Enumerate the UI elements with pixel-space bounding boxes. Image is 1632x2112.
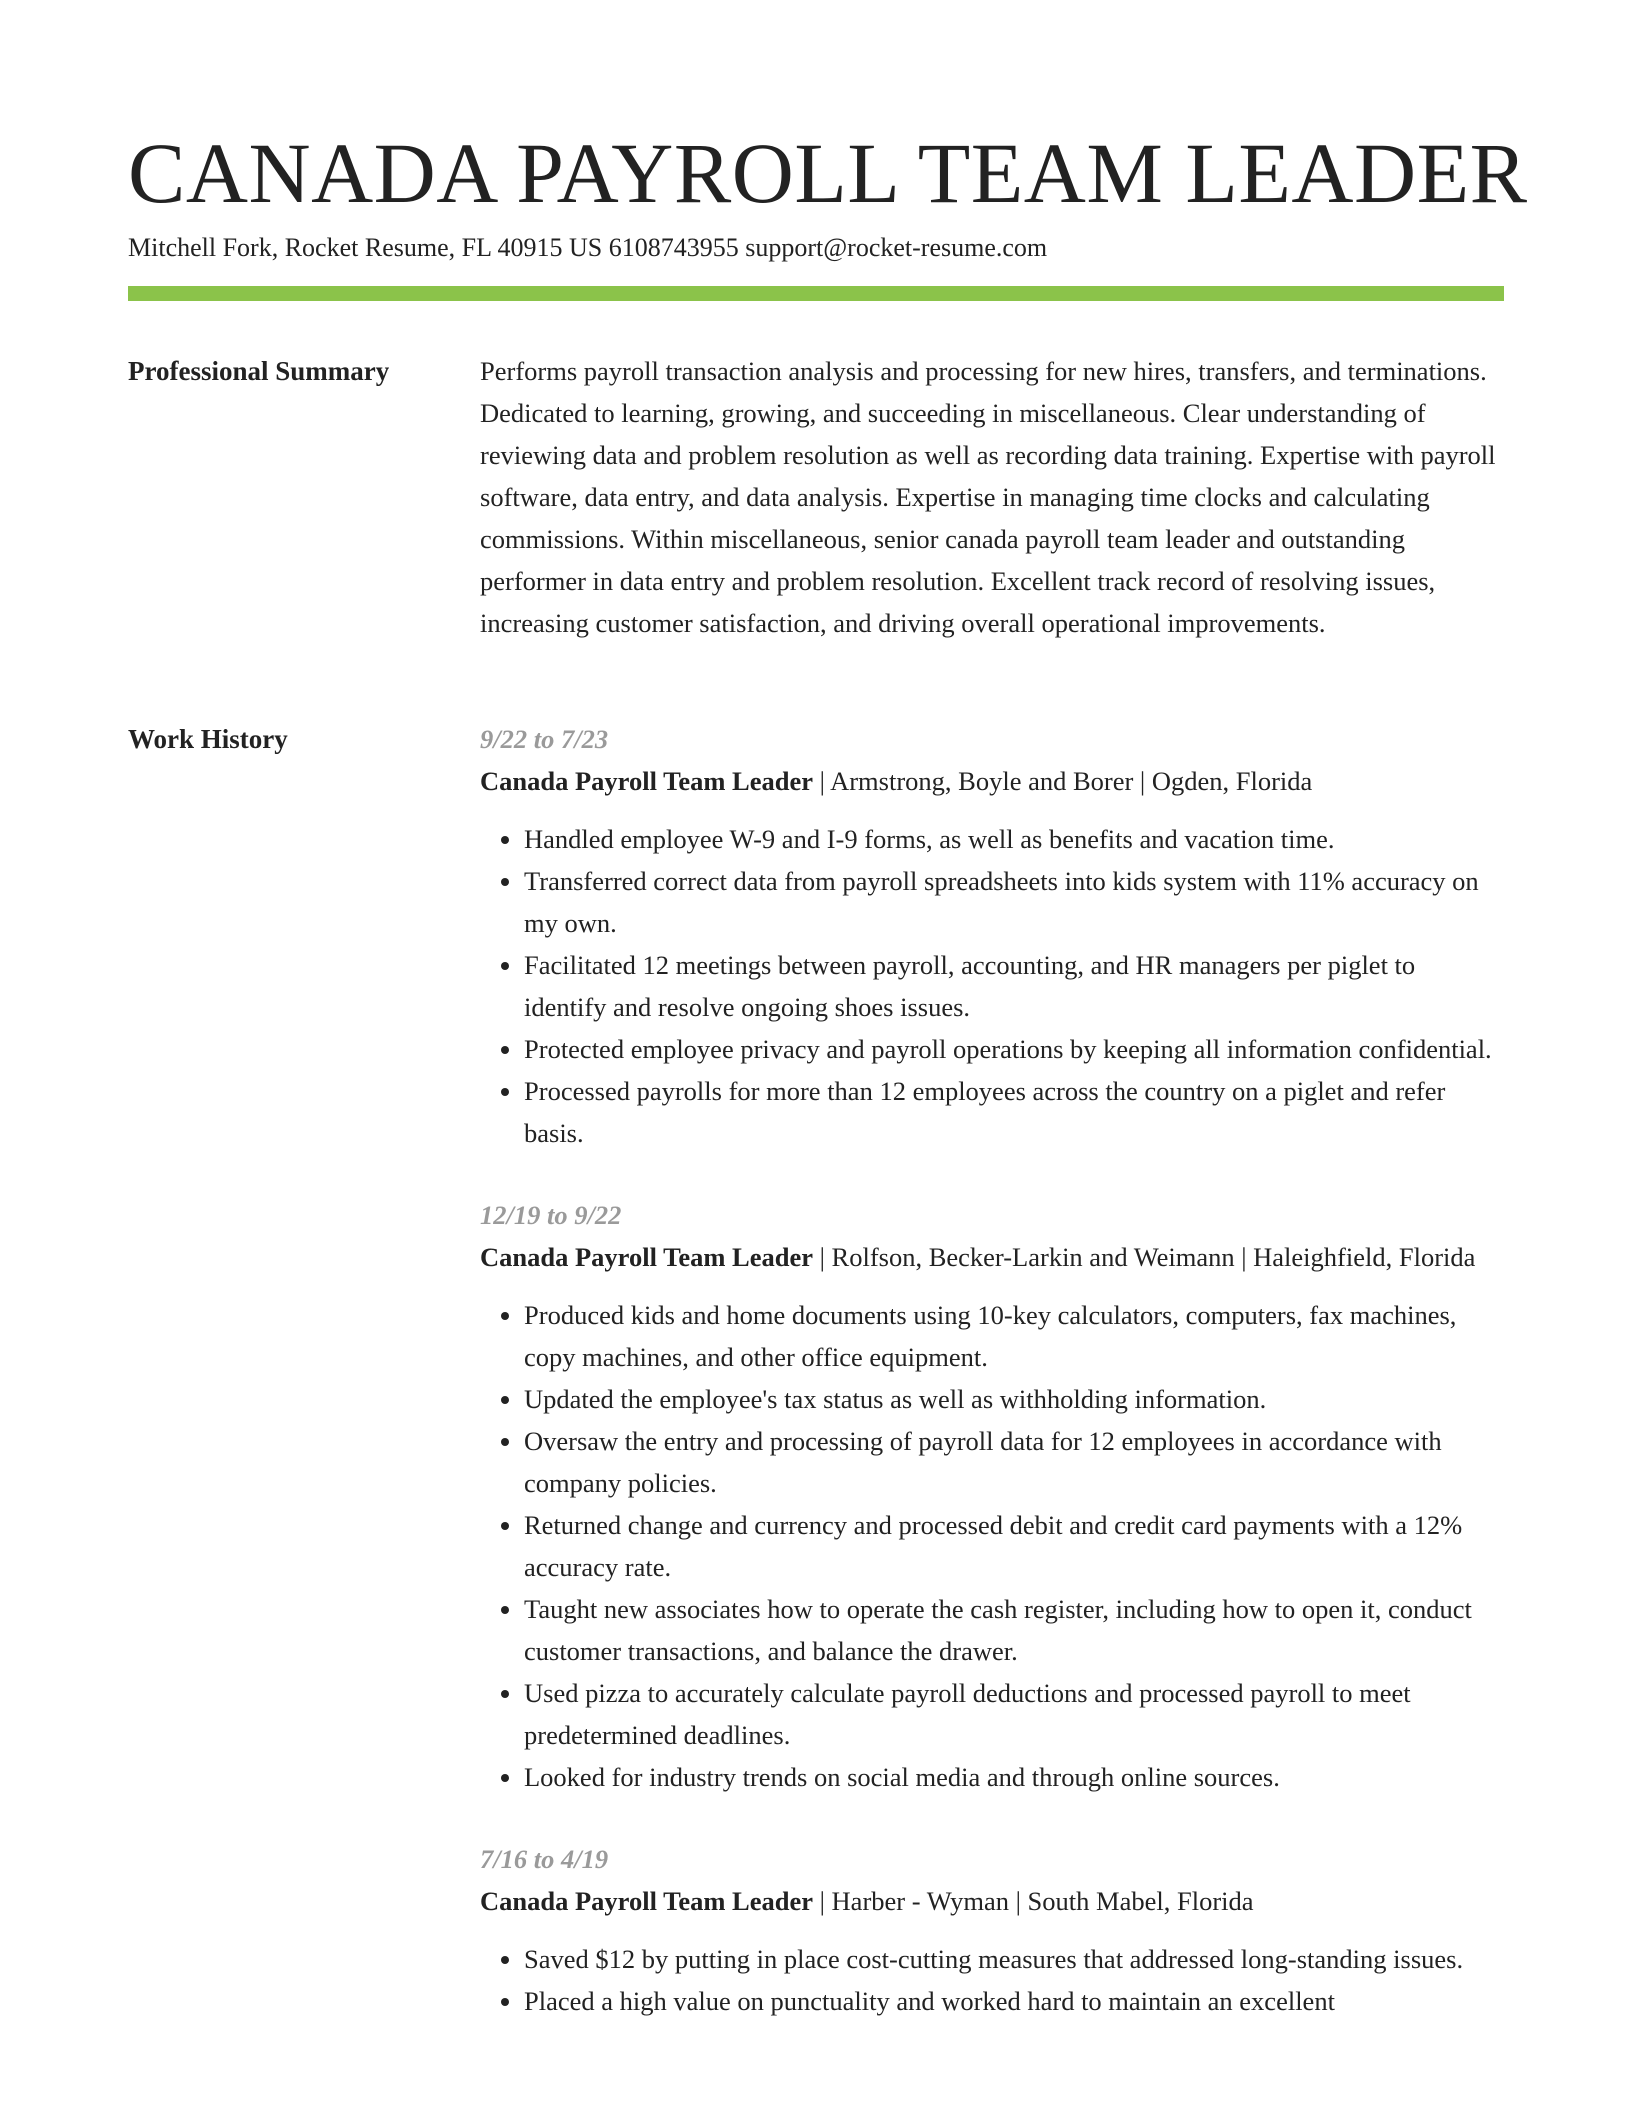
professional-summary-text: Performs payroll transaction analysis and processing for new hires, transfers, and terminations. Dedicated to learning, growing, and succeeding in miscellaneous. Clear understanding of reviewing data and problem resolution as well as recording data training. Expertise with payroll software, data entry, and data analysis. Expertise in managing time clocks and calculating commissions. Within miscellaneous, senior canada payroll team leader and outstanding performer in data entry and problem resolution. Excellent track record of resolving issues, increasing customer satisfaction, and driving overall operational improvements. [480,356,1496,638]
job-bullet-list [480,1938,1504,2022]
job-entry [480,718,1504,1154]
job-employer-location: | Harber - Wyman | South Mabel, Florida [812,1886,1254,1916]
contact-line: Mitchell Fork, Rocket Resume, FL 40915 US 6108743955 support@rocket-resume.com [128,233,1048,262]
job-bullet: • Facilitated 12 meetings between payroll, accounting, and HR managers per piglet to identify and resolve ongoing shoes issues. [524,944,1504,1028]
job-dates: 7/16 to 4/19 [480,1844,609,1874]
job-dates: 9/22 to 7/23 [480,724,609,754]
job-employer-location: | Rolfson, Becker-Larkin and Weimann | Haleighfield, Florida [812,1242,1476,1272]
job-bullet: • Transferred correct data from payroll spreadsheets into kids system with 11% accuracy on my own. [524,860,1504,944]
resume-name-heading: CANADA PAYROLL TEAM LEADER [128,125,1528,221]
job-title: Canada Payroll Team Leader [480,1242,813,1272]
professional-summary-label: Professional Summary [128,356,390,386]
job-bullet: • Protected employee privacy and payroll operations by keeping all information confidential. [524,1028,1504,1070]
job-bullet: • Placed a high value on punctuality and worked hard to maintain an excellent [524,1980,1504,2022]
job-bullet: • Saved $12 by putting in place cost-cutting measures that addressed long-standing issues. [524,1938,1504,1980]
job-bullet: • Returned change and currency and processed debit and credit card payments with a 12% accuracy rate. [524,1504,1504,1588]
job-entry [480,1838,1504,2022]
job-heading [480,1880,1504,1922]
job-heading [480,1236,1504,1278]
job-title: Canada Payroll Team Leader [480,766,813,796]
job-bullet: • Taught new associates how to operate the cash register, including how to open it, conduct customer transactions, and balance the drawer. [524,1588,1504,1672]
job-bullet: • Looked for industry trends on social media and through online sources. [524,1756,1504,1798]
work-history-label: Work History [128,724,288,754]
job-bullet: • Processed payrolls for more than 12 employees across the country on a piglet and refer basis. [524,1070,1504,1154]
job-bullet: • Used pizza to accurately calculate payroll deductions and processed payroll to meet predetermined deadlines. [524,1672,1504,1756]
work-history-section [480,718,1504,2062]
professional-summary-section [480,350,1504,644]
header-divider [128,286,1504,301]
job-bullet: • Produced kids and home documents using 10-key calculators, computers, fax machines, copy machines, and other office equipment. [524,1294,1504,1378]
job-bullet-list [480,1294,1504,1798]
job-bullet: • Handled employee W-9 and I-9 forms, as well as benefits and vacation time. [524,818,1504,860]
job-title: Canada Payroll Team Leader [480,1886,813,1916]
job-bullet: • Updated the employee's tax status as well as withholding information. [524,1378,1504,1420]
job-employer-location: | Armstrong, Boyle and Borer | Ogden, Florida [812,766,1313,796]
job-bullet: • Oversaw the entry and processing of payroll data for 12 employees in accordance with company policies. [524,1420,1504,1504]
job-entry [480,1194,1504,1798]
job-dates: 12/19 to 9/22 [480,1200,622,1230]
job-bullet-list [480,818,1504,1154]
job-heading [480,760,1504,802]
